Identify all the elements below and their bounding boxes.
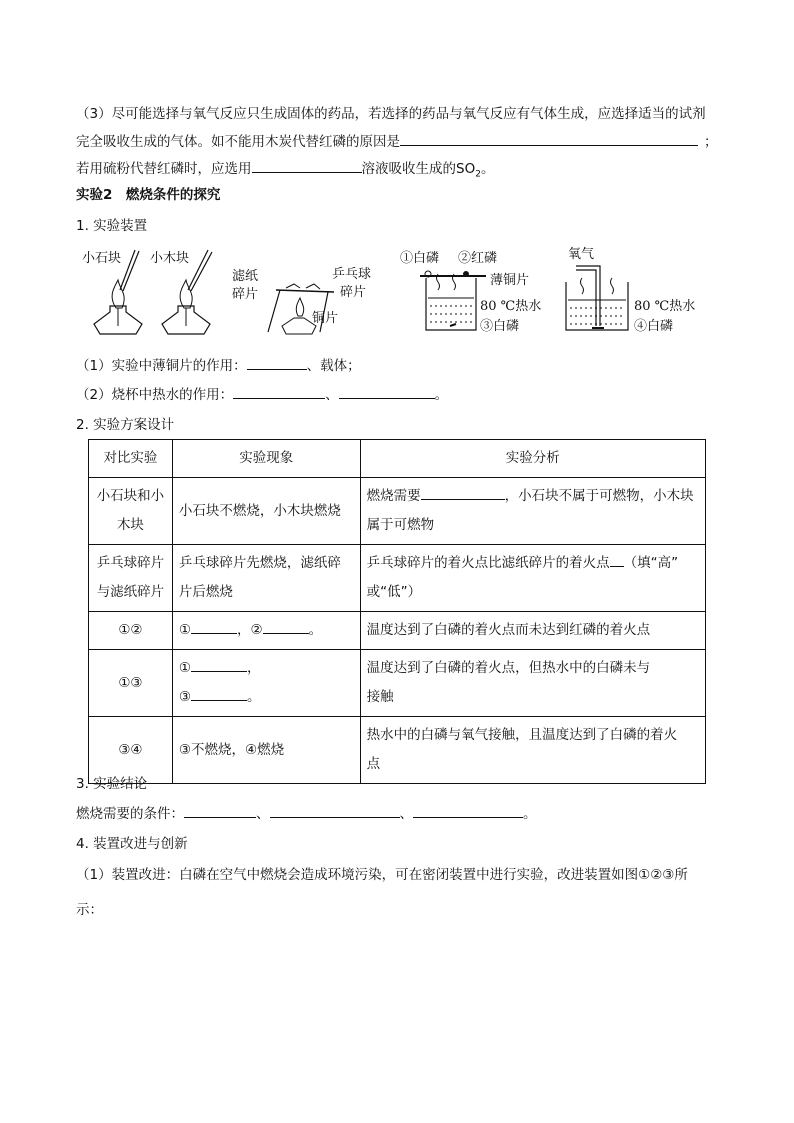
label-hot-water-1: 80 ℃热水 [480,299,542,314]
label-hot-water-2: 80 ℃热水 [634,299,696,314]
answer-blank[interactable] [610,552,624,567]
answer-blank[interactable] [421,485,505,500]
label-white-phosphorus-1: ①白磷 [400,251,440,266]
table-row [89,545,706,612]
q3-line2 [76,130,718,150]
improvement-text-line2: 示： [76,902,103,918]
label-red-phosphorus-2: ②红磷 [458,251,498,266]
header-cell: 实验分析 [360,440,705,478]
table-cell: 小石块不燃烧，小木块燃烧 [172,478,360,545]
answer-blank[interactable] [184,803,256,818]
section-4-heading: 4. 装置改进与创新 [76,836,188,852]
table-cell: 小石块和小 木块 [89,478,173,545]
section-1-heading: 1. 实验装置 [76,218,148,234]
table-cell: 温度达到了白磷的着火点，但热水中的白磷未与 接触 [360,650,705,717]
copper-sheet-apparatus-figure [228,266,388,340]
q3-line3 [76,157,494,180]
table-cell: 热水中的白磷与氧气接触，且温度达到了白磷的着火 点 [360,717,705,784]
answer-blank[interactable] [191,619,237,634]
answer-blank[interactable] [233,384,325,399]
q3-line3-end: 。 [480,161,495,177]
table-cell: ①③ [89,650,173,717]
label-white-phosphorus-3: ③白磷 [480,319,520,334]
label-wood: 小木块 [150,251,190,266]
table-cell: ① ， ③ 。 [172,650,360,717]
stone-wood-apparatus-figure [80,246,220,342]
table-cell: 乒乓球碎片 与滤纸碎片 [89,545,173,612]
question-hot-water-role [76,383,448,403]
q3-line1: （3）尽可能选择与氧气反应只生成固体的药品，若选择的药品与氧气反应有气体生成，应选择适当的试剂 [76,106,706,122]
table-row [89,650,706,717]
answer-blank[interactable] [191,686,247,701]
label-filter-2: 碎片 [232,287,259,302]
table-cell: 乒乓球碎片的着火点比滤纸碎片的着火点 （填“高” 或“低”） [360,545,705,612]
experiment-2-title: 实验2 燃烧条件的探究 [76,187,221,203]
table-row [89,717,706,784]
conclusion-sep: 、 [256,806,270,822]
label-pingpong-1: 乒乓球 [332,267,372,282]
label-oxygen: 氧气 [568,247,595,262]
conclusion-end: 。 [523,806,537,822]
label-copper: 铜片 [312,311,339,326]
section-2-heading: 2. 实验方案设计 [76,417,175,433]
q3-line3a: 若用硫粉代替红磷时，应选用 [76,161,252,177]
header-cell: 对比实验 [89,440,173,478]
q2-sep: 、 [325,387,339,403]
table-cell: 温度达到了白磷的着火点而未达到红磷的着火点 [360,612,705,650]
label-thin-copper: 薄铜片 [490,273,530,288]
answer-blank[interactable] [191,657,247,672]
table-cell: 燃烧需要 ，小石块不属于可燃物，小木块 属于可燃物 [360,478,705,545]
q3-sub: 2 [475,169,481,180]
answer-blank[interactable] [263,619,309,634]
answer-blank[interactable] [252,158,362,173]
q3-line2-text: 完全吸收生成的气体。如不能用木炭代替红磷的原因是 [76,134,400,150]
question-copper-role [76,354,361,374]
hot-water-beaker-figure [398,246,558,338]
table-cell: ① ，② 。 [172,612,360,650]
oxygen-beaker-figure [562,242,722,338]
conclusion-line [76,802,537,822]
experiment-design-table [88,439,706,784]
label-stone: 小石块 [82,251,122,266]
conclusion-text: 燃烧需要的条件： [76,806,184,822]
section-3-heading: 3. 实验结论 [76,776,148,792]
answer-blank[interactable] [413,803,523,818]
q1-text: （1）实验中薄铜片的作用： [76,358,247,374]
table-header-row [89,440,706,478]
improvement-text-line1: （1）装置改进：白磷在空气中燃烧会造成环境污染，可在密闭装置中进行实验，改进装置如图①②③所 [76,867,688,883]
q3-line3b: 溶液吸收生成的SO [361,161,476,177]
table-cell: ①② [89,612,173,650]
table-cell: ③不燃烧，④燃烧 [172,717,360,784]
q1-text-end: 、载体； [306,358,361,374]
table-row [89,478,706,545]
header-cell: 实验现象 [172,440,360,478]
q2-text: （2）烧杯中热水的作用： [76,387,234,403]
answer-blank[interactable] [270,803,400,818]
answer-blank[interactable] [339,384,435,399]
table-cell: 乒乓球碎片先燃烧，滤纸碎 片后燃烧 [172,545,360,612]
label-pingpong-2: 碎片 [340,285,367,300]
conclusion-sep: 、 [399,806,413,822]
q2-end: 。 [434,387,449,403]
table-row [89,612,706,650]
q3-line2-end: ； [704,134,718,150]
answer-blank[interactable] [247,355,307,370]
label-white-phosphorus-4: ④白磷 [634,319,674,334]
table-cell: ③④ [89,717,173,784]
label-filter-1: 滤纸 [232,269,259,284]
answer-blank[interactable] [400,131,698,146]
